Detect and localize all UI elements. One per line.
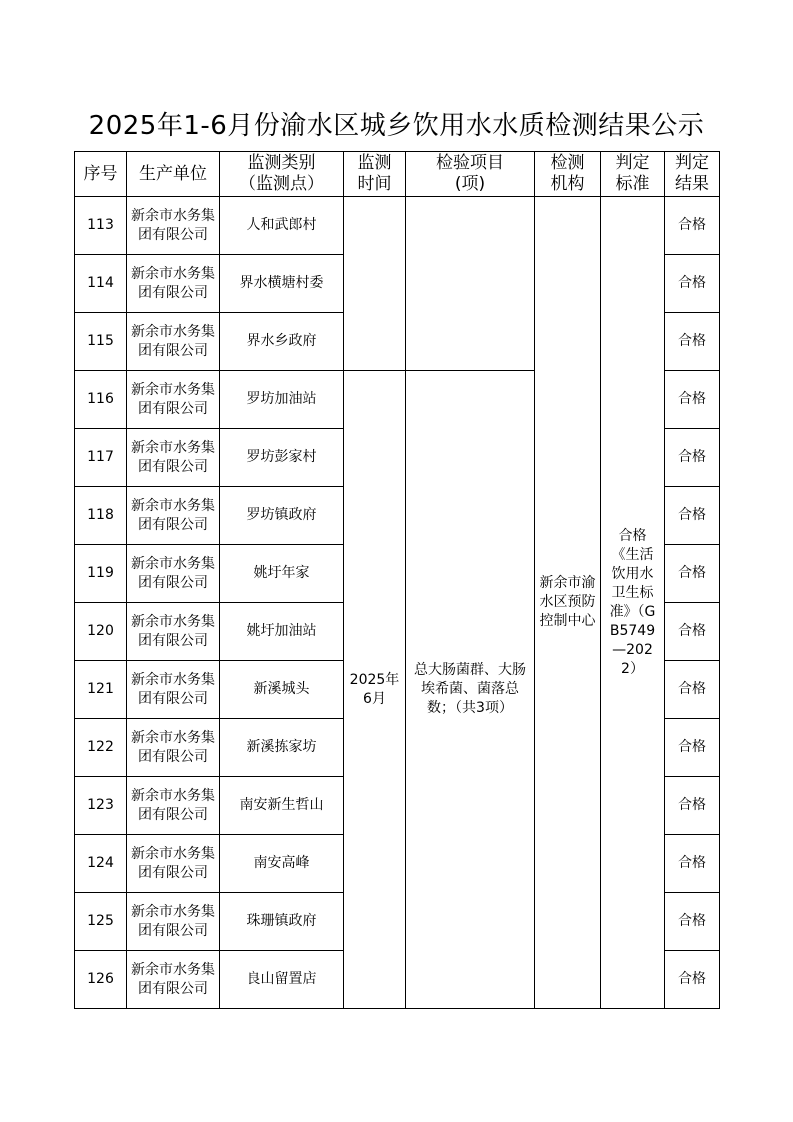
site-cell: 南安高峰 [220,835,344,893]
unit-cell: 新余市水务集团有限公司 [127,197,220,255]
site-cell: 姚圩年家 [220,545,344,603]
site-cell: 罗坊加油站 [220,371,344,429]
result-cell: 合格 [665,835,720,893]
site-cell: 界水横塘村委 [220,255,344,313]
seq-cell: 121 [75,661,127,719]
unit-cell: 新余市水务集团有限公司 [127,313,220,371]
seq-cell: 122 [75,719,127,777]
unit-cell: 新余市水务集团有限公司 [127,255,220,313]
header-org: 检测 机构 [535,152,601,197]
unit-cell: 新余市水务集团有限公司 [127,545,220,603]
result-cell: 合格 [665,313,720,371]
header-seq: 序号 [75,152,127,197]
seq-cell: 115 [75,313,127,371]
seq-cell: 120 [75,603,127,661]
items-cell: 总大肠菌群、大肠埃希菌、菌落总数；（共3项） [406,371,535,1009]
result-cell: 合格 [665,893,720,951]
site-cell: 罗坊镇政府 [220,487,344,545]
result-cell: 合格 [665,197,720,255]
page-title: 2025年1-6月份渝水区城乡饮用水水质检测结果公示 [88,111,705,141]
unit-cell: 新余市水务集团有限公司 [127,429,220,487]
unit-cell: 新余市水务集团有限公司 [127,487,220,545]
seq-cell: 117 [75,429,127,487]
result-cell: 合格 [665,719,720,777]
seq-cell: 113 [75,197,127,255]
header-result: 判定 结果 [665,152,720,197]
site-cell: 人和武郎村 [220,197,344,255]
result-cell: 合格 [665,487,720,545]
site-cell: 良山留置店 [220,951,344,1009]
time-cell: 2025年6月 [344,371,406,1009]
table-header-row [75,152,720,197]
seq-cell: 118 [75,487,127,545]
unit-cell: 新余市水务集团有限公司 [127,777,220,835]
header-unit: 生产单位 [127,152,220,197]
unit-cell: 新余市水务集团有限公司 [127,893,220,951]
result-cell: 合格 [665,661,720,719]
seq-cell: 124 [75,835,127,893]
site-cell: 罗坊彭家村 [220,429,344,487]
result-cell: 合格 [665,255,720,313]
org-cell: 新余市渝水区预防控制中心 [535,197,601,1009]
unit-cell: 新余市水务集团有限公司 [127,603,220,661]
results-table [74,151,720,1009]
seq-cell: 123 [75,777,127,835]
result-cell: 合格 [665,951,720,1009]
unit-cell: 新余市水务集团有限公司 [127,951,220,1009]
unit-cell: 新余市水务集团有限公司 [127,719,220,777]
result-cell: 合格 [665,603,720,661]
unit-cell: 新余市水务集团有限公司 [127,371,220,429]
result-cell: 合格 [665,777,720,835]
site-cell: 新溪拣家坊 [220,719,344,777]
site-cell: 南安新生哲山 [220,777,344,835]
header-items: 检验项目 (项) [406,152,535,197]
result-cell: 合格 [665,545,720,603]
result-cell: 合格 [665,429,720,487]
table-row [75,197,720,255]
time-cell-empty [344,197,406,371]
header-time: 监测 时间 [344,152,406,197]
site-cell: 姚圩加油站 [220,603,344,661]
site-cell: 珠珊镇政府 [220,893,344,951]
header-standard: 判定 标准 [601,152,665,197]
seq-cell: 126 [75,951,127,1009]
seq-cell: 125 [75,893,127,951]
seq-cell: 114 [75,255,127,313]
header-category: 监测类别 （监测点） [220,152,344,197]
standard-cell: 合格《生活饮用水卫生标准》（GB5749—2022） [601,197,665,1009]
seq-cell: 116 [75,371,127,429]
result-cell: 合格 [665,371,720,429]
site-cell: 新溪城头 [220,661,344,719]
seq-cell: 119 [75,545,127,603]
unit-cell: 新余市水务集团有限公司 [127,661,220,719]
items-cell-empty [406,197,535,371]
unit-cell: 新余市水务集团有限公司 [127,835,220,893]
site-cell: 界水乡政府 [220,313,344,371]
